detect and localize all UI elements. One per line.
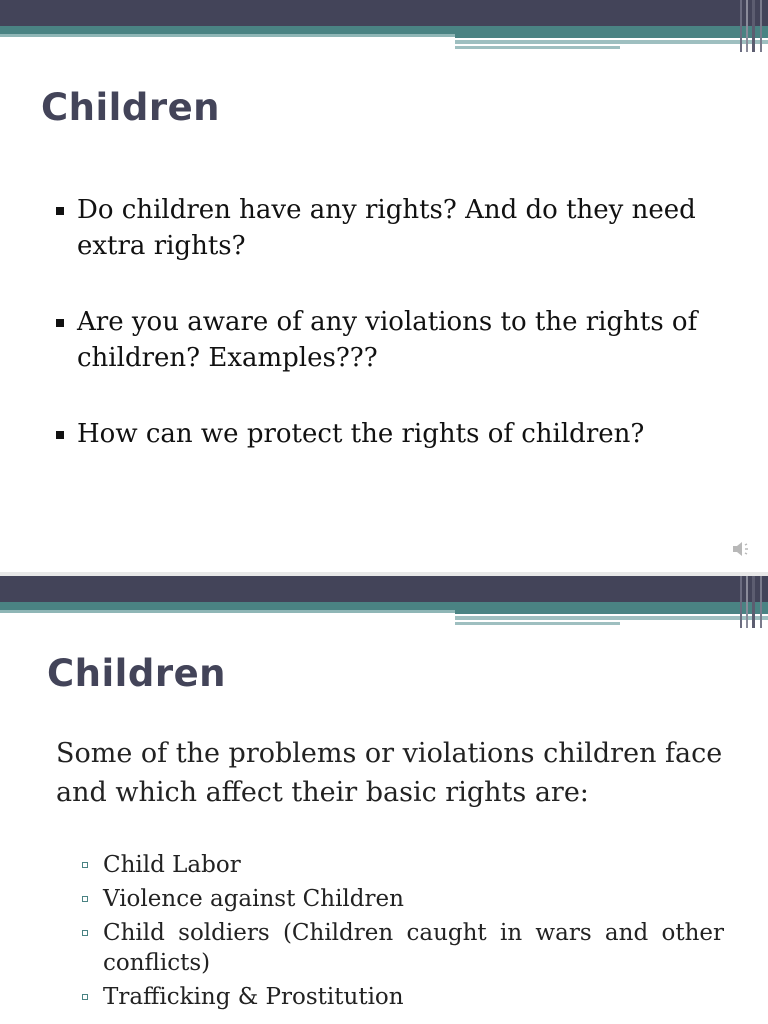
- bullet-hollow-square-icon: [82, 994, 88, 1000]
- list-item: How can we protect the rights of children?: [56, 416, 716, 452]
- bullet-hollow-square-icon: [82, 862, 88, 868]
- header-band: [0, 0, 768, 52]
- bullet-list: [56, 192, 716, 492]
- bullet-hollow-square-icon: [82, 896, 88, 902]
- bullet-square-icon: [56, 319, 64, 327]
- bullet-square-icon: [56, 207, 64, 215]
- intro-text: Some of the problems or violations children face and which affect their basic rights are:: [56, 738, 723, 808]
- list-item: Are you aware of any violations to the rights of children? Examples???: [56, 304, 716, 376]
- list-item: Do children have any rights? And do they need extra rights?: [56, 192, 716, 264]
- header-band: [0, 576, 768, 628]
- sub-bullet-list: [82, 850, 724, 1016]
- bullet-hollow-square-icon: [82, 930, 88, 936]
- bullet-square-icon: [56, 431, 64, 439]
- list-item: Child soldiers (Children caught in wars and other conflicts): [82, 918, 724, 978]
- slide-title: Children: [47, 652, 227, 695]
- slide-2: [0, 576, 768, 1024]
- list-item: Trafficking & Prostitution: [82, 982, 724, 1012]
- slide-title: Children: [41, 86, 221, 129]
- speaker-icon[interactable]: [731, 539, 753, 559]
- list-item: Child Labor: [82, 850, 724, 880]
- list-item: Violence against Children: [82, 884, 724, 914]
